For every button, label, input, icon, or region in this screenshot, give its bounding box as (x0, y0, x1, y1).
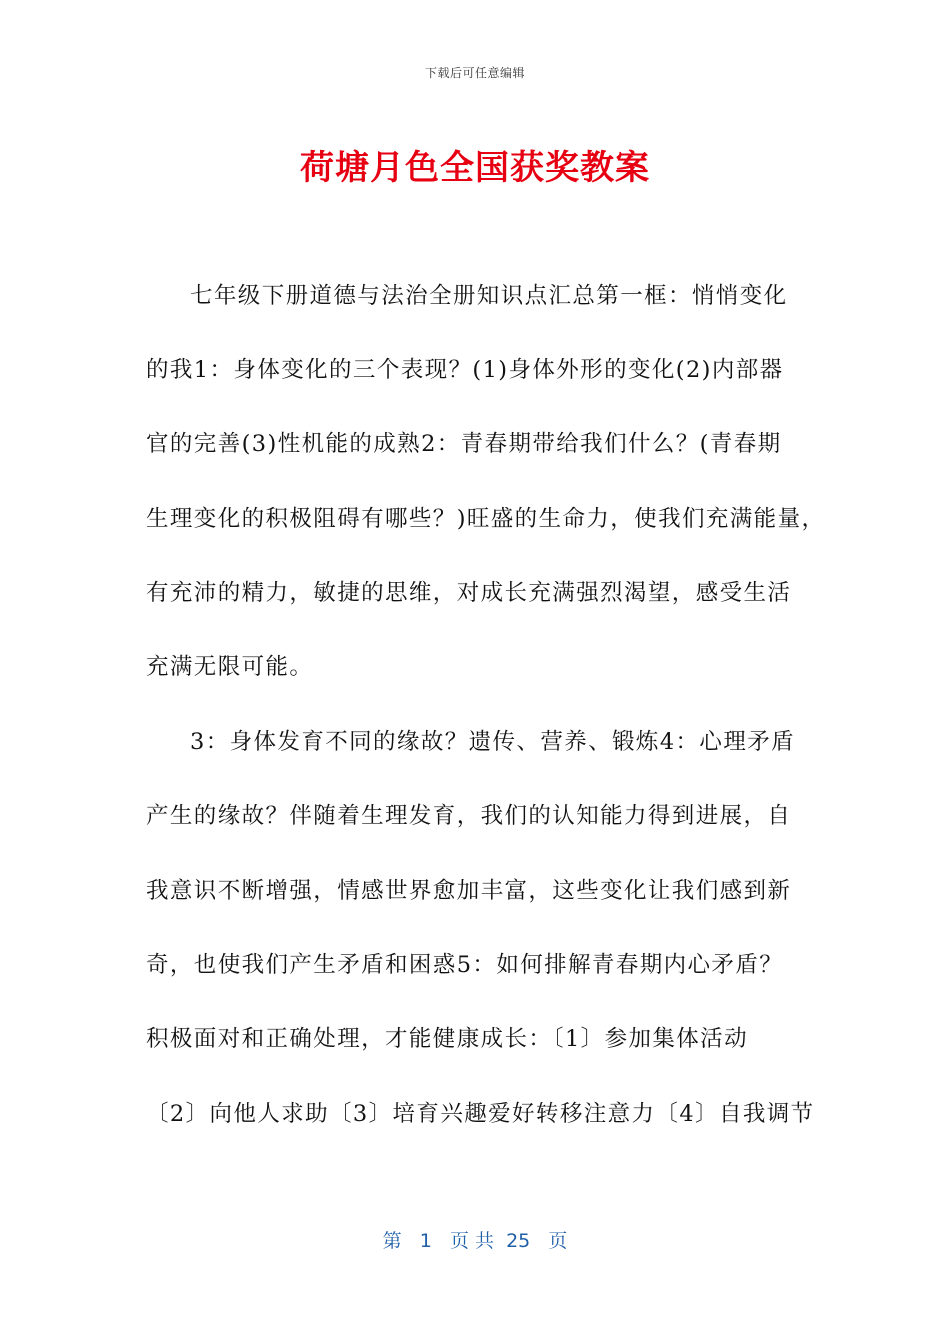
body-line: 积极面对和正确处理，才能健康成长：〔1〕参加集体活动 (146, 1026, 748, 1052)
header-note: 下载后可任意编辑 (424, 66, 525, 80)
footer-label-end: 页 (548, 1230, 568, 1252)
body-line: 3：身体发育不同的缘故？遗传、营养、锻炼4：心理矛盾 (190, 729, 796, 755)
body-line: 奇，也使我们产生矛盾和困惑5：如何排解青春期内心矛盾？ (146, 952, 784, 978)
footer-label-of: 页 共 (449, 1230, 494, 1252)
body-line: 的我1：身体变化的三个表现？(1)身体外形的变化(2)内部器 (146, 357, 784, 383)
body-line: 我意识不断增强，情感世界愈加丰富，这些变化让我们感到新 (146, 878, 792, 904)
body-line: 〔2〕向他人求助〔3〕培育兴趣爱好转移注意力〔4〕自我调节 (146, 1101, 815, 1127)
footer-current-page: 1 (419, 1230, 432, 1252)
document-title: 荷塘月色全国获奖教案 (300, 148, 650, 188)
page-footer (0, 1226, 950, 1253)
body-line: 充满无限可能。 (146, 654, 314, 680)
footer-label-page: 第 (382, 1230, 402, 1252)
body-line: 产生的缘故？伴随着生理发育，我们的认知能力得到进展，自 (146, 803, 792, 829)
body-line: 生理变化的积极阻碍有哪些？)旺盛的生命力，使我们充满能量， (146, 506, 826, 532)
body-line: 七年级下册道德与法治全册知识点汇总第一框：悄悄变化 (190, 283, 788, 309)
footer-total-pages: 25 (506, 1230, 531, 1252)
body-line: 官的完善(3)性机能的成熟2：青春期带给我们什么？(青春期 (146, 431, 782, 457)
body-line: 有充沛的精力，敏捷的思维，对成长充满强烈渴望，感受生活 (146, 580, 792, 606)
